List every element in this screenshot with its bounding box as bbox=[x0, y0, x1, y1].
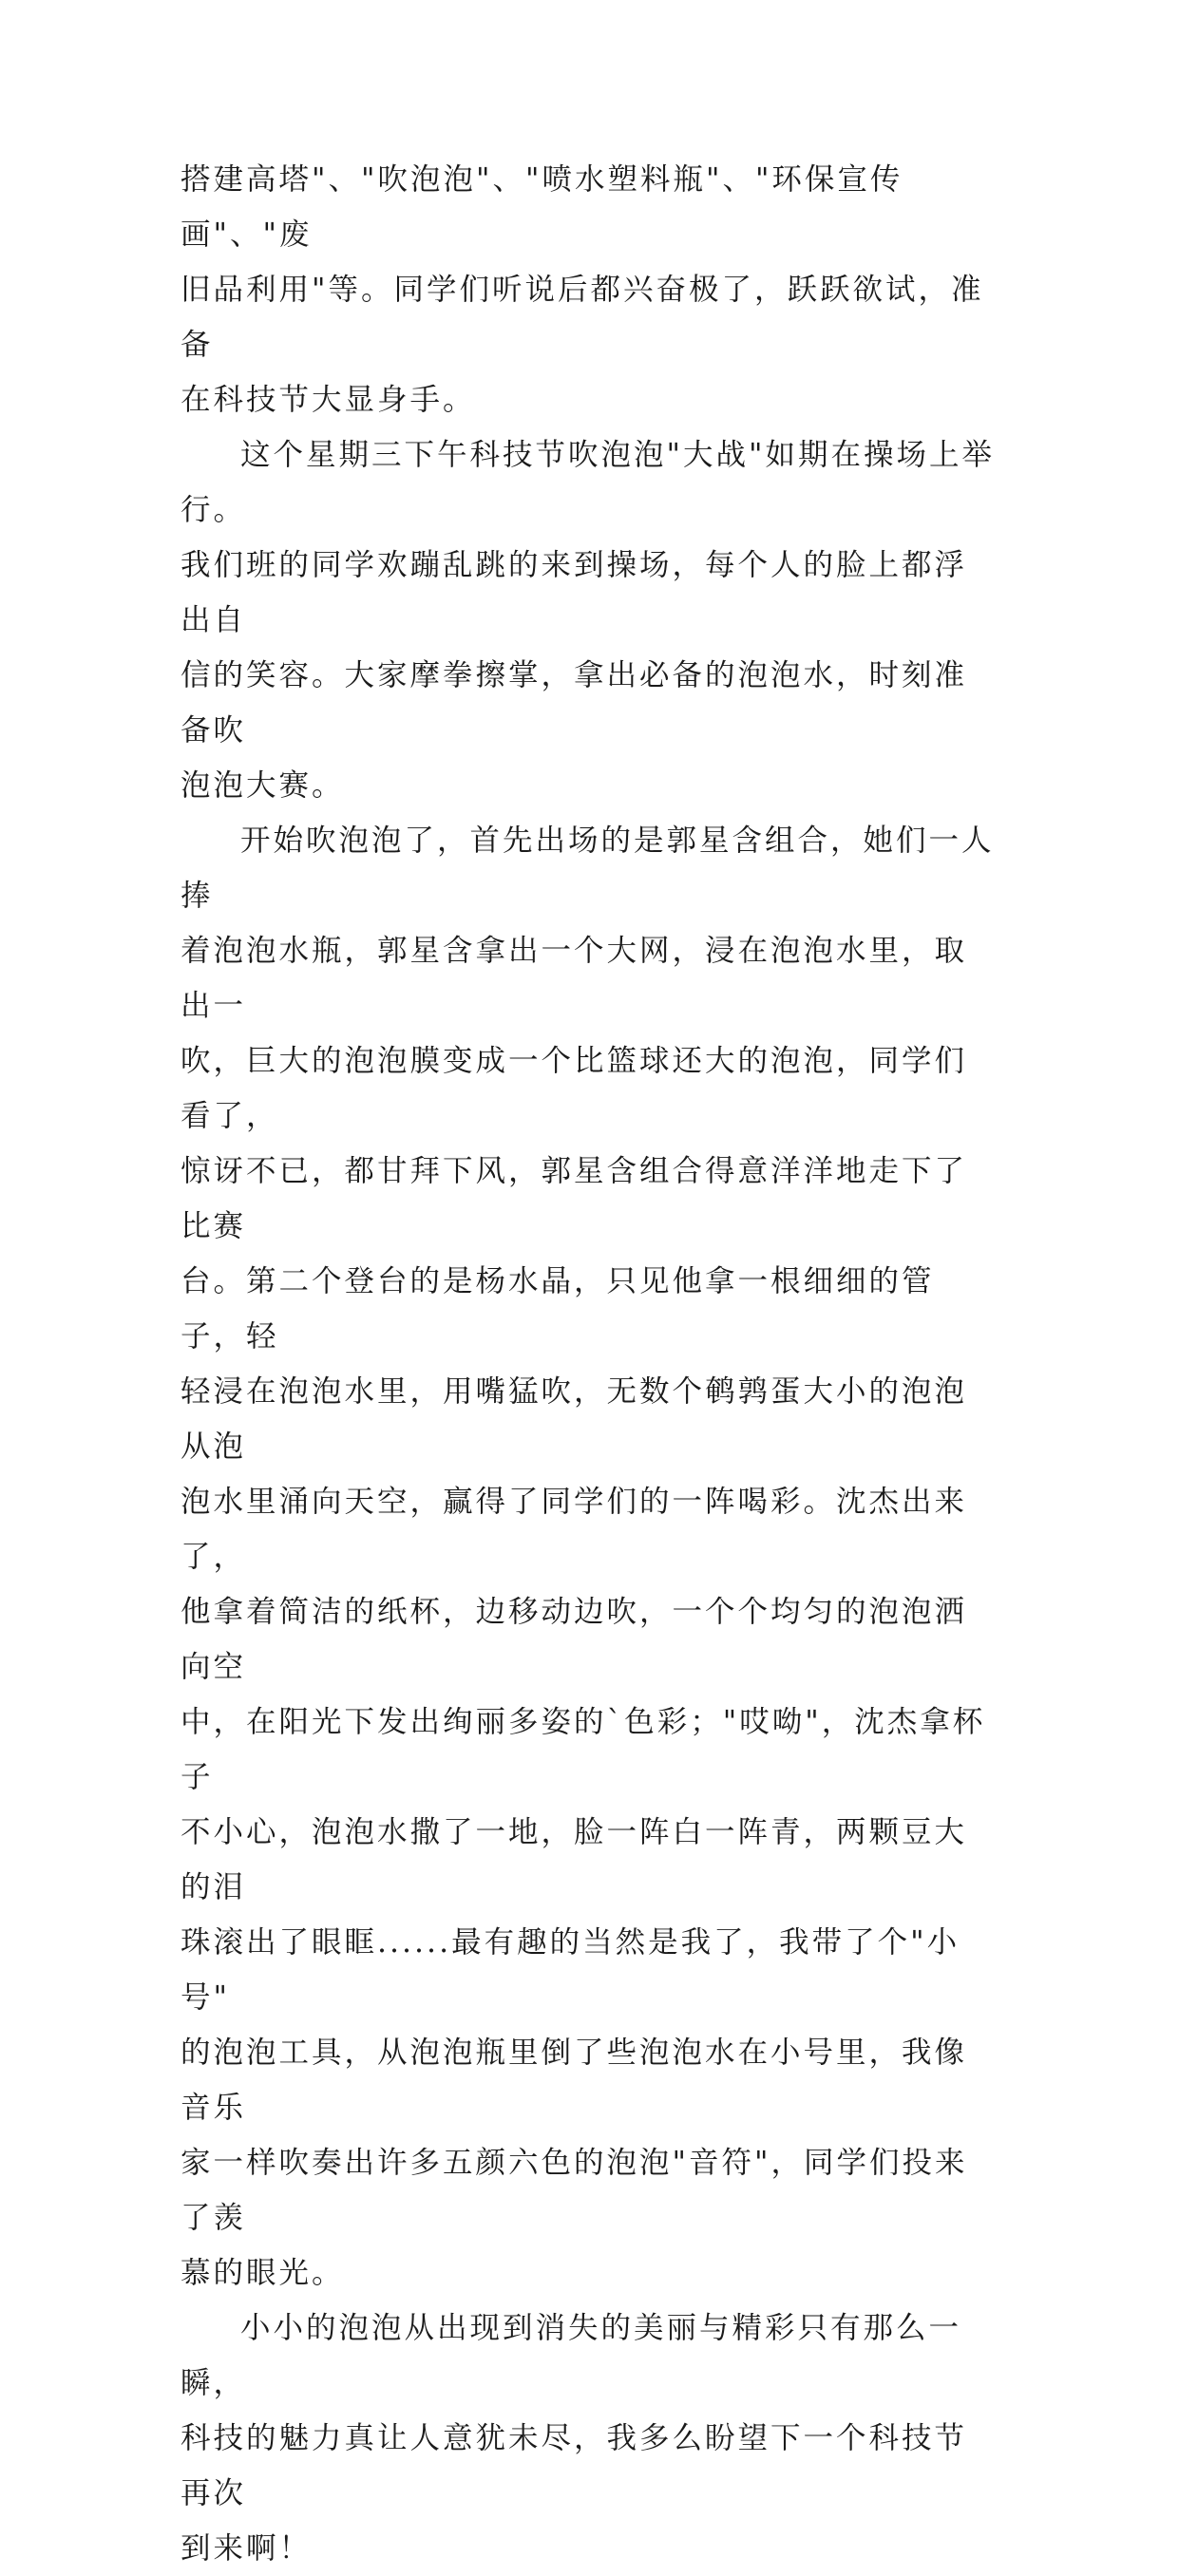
text-line: 到来啊！ bbox=[181, 2531, 313, 2566]
text-line: 慕的眼光。 bbox=[181, 2256, 345, 2290]
text-line: 中，在阳光下发出绚丽多姿的`色彩；"哎呦"，沈杰拿杯子 bbox=[181, 1705, 986, 1794]
text-line: 台。第二个登台的是杨水晶，只见他拿一根细细的管子，轻 bbox=[181, 1264, 935, 1354]
text-line: 信的笑容。大家摩拳擦掌，拿出必备的泡泡水，时刻准备吹 bbox=[181, 658, 968, 748]
paragraph-3 bbox=[181, 813, 998, 2301]
text-line: 科技的魅力真让人意犹未尽，我多么盼望下一个科技节再次 bbox=[181, 2421, 968, 2510]
text-line: 搭建高塔"、"吹泡泡"、"喷水塑料瓶"、"环保宣传画"、"废 bbox=[181, 162, 903, 252]
document-body bbox=[181, 152, 998, 2576]
text-line: 泡泡大赛。 bbox=[181, 768, 345, 803]
text-line: 在科技节大显身手。 bbox=[181, 383, 476, 417]
text-line: 旧品利用"等。同学们听说后都兴奋极了，跃跃欲试，准备 bbox=[181, 273, 984, 362]
text-line: 吹，巨大的泡泡膜变成一个比篮球还大的泡泡，同学们看了， bbox=[181, 1044, 968, 1133]
text-line: 着泡泡水瓶，郭星含拿出一个大网，浸在泡泡水里，取出一 bbox=[181, 934, 968, 1023]
text-line: 泡水里涌向天空，赢得了同学们的一阵喝彩。沈杰出来了， bbox=[181, 1485, 968, 1574]
text-line: 轻浸在泡泡水里，用嘴猛吹，无数个鹌鹑蛋大小的泡泡从泡 bbox=[181, 1374, 968, 1464]
text-line: 珠滚出了眼眶......最有趣的当然是我了，我带了个"小号" bbox=[181, 1925, 960, 2015]
text-line: 开始吹泡泡了，首先出场的是郭星含组合，她们一人捧 bbox=[181, 824, 995, 913]
paragraph-4 bbox=[181, 2301, 998, 2576]
text-line: 不小心，泡泡水撒了一地，脸一阵白一阵青，两颗豆大的泪 bbox=[181, 1815, 968, 1904]
text-line: 我们班的同学欢蹦乱跳的来到操场，每个人的脸上都浮出自 bbox=[181, 548, 968, 637]
text-line: 的泡泡工具，从泡泡瓶里倒了些泡泡水在小号里，我像音乐 bbox=[181, 2036, 968, 2125]
paragraph-2 bbox=[181, 427, 998, 813]
paragraph-1 bbox=[181, 152, 998, 427]
text-line: 这个星期三下午科技节吹泡泡"大战"如期在操场上举行。 bbox=[181, 438, 995, 527]
text-line: 家一样吹奏出许多五颜六色的泡泡"音符"，同学们投来了羡 bbox=[181, 2146, 968, 2235]
text-line: 惊讶不已，都甘拜下风，郭星含组合得意洋洋地走下了比赛 bbox=[181, 1154, 968, 1243]
text-line: 小小的泡泡从出现到消失的美丽与精彩只有那么一瞬， bbox=[181, 2311, 962, 2400]
text-line: 他拿着简洁的纸杯，边移动边吹，一个个均匀的泡泡洒向空 bbox=[181, 1595, 968, 1684]
